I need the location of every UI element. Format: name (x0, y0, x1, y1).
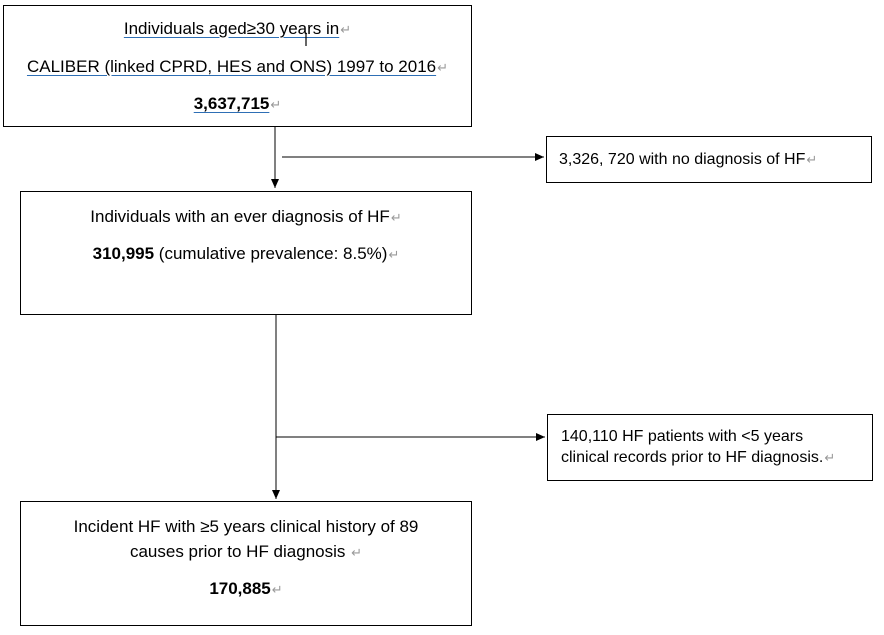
paragraph-mark: ↵ (437, 60, 449, 75)
paragraph-mark: ↵ (390, 210, 402, 225)
incident-hf-line1-text: Incident HF with ≥5 years clinical history of 89 (73, 517, 419, 536)
ever-hf-count: 310,995 (92, 244, 155, 263)
ever-hf-prevalence: (cumulative prevalence: 8.5%) (158, 244, 388, 263)
paragraph-mark: ↵ (271, 582, 283, 597)
source-population-count: 3,637,715 (193, 94, 270, 113)
paragraph-mark: ↵ (806, 152, 818, 167)
exclusion-no-hf-text: 3,326, 720 with no diagnosis of HF (559, 151, 806, 168)
source-population-line2-text: CALIBER (linked CPRD, HES and ONS) 1997 to 2016 (26, 57, 437, 76)
incident-hf-count: 170,885 (209, 579, 271, 598)
exclusion-short-history-line1-text: 140,110 HF patients with <5 years (561, 428, 804, 445)
paragraph-mark: ↵ (351, 545, 363, 560)
paragraph-mark: ↵ (388, 247, 400, 262)
paragraph-mark: ↵ (340, 22, 352, 37)
incident-hf-line2-text: causes prior to HF diagnosis (129, 542, 346, 561)
paragraph-mark: ↵ (824, 450, 836, 465)
paragraph-mark: ↵ (270, 97, 282, 112)
ever-hf-line1-text: Individuals with an ever diagnosis of HF (90, 207, 390, 226)
source-population-line1-text: Individuals aged≥30 years in (123, 19, 340, 38)
exclusion-short-history-line2-text: clinical records prior to HF diagnosis. (561, 449, 824, 466)
